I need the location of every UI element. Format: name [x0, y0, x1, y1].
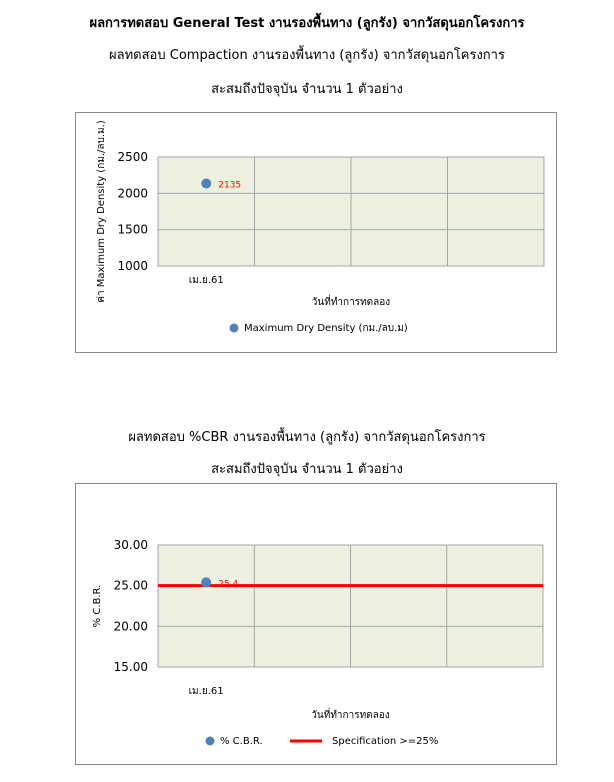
compaction-chart — [76, 113, 556, 352]
cbr-legend-marker — [206, 737, 215, 746]
cbr-y-axis-label: % C.B.R. — [92, 584, 103, 628]
cbr-data-label: 25.4 — [218, 579, 239, 590]
cbr-legend-label: % C.B.R. — [220, 736, 263, 747]
compaction-chart-title: ผลทดสอบ Compaction งานรองพื้นทาง (ลูกรัง) จากวัสดุนอกโครงการ — [109, 48, 505, 63]
compaction-x-ticks — [189, 275, 224, 286]
main-title: ผลการทดสอบ General Test งานรองพื้นทาง (ลูกรัง) จากวัสดุนอกโครงการ — [89, 16, 525, 31]
compaction-x-tick-label: เม.ย.61 — [188, 275, 224, 286]
compaction-y-tick-label: 1500 — [117, 222, 148, 237]
cbr-y-tick-label: 15.00 — [113, 660, 148, 674]
compaction-y-axis-label: ค่า Maximum Dry Density (กม./ลบ.ม.) — [96, 120, 107, 303]
cbr-x-tick-label: เม.ย.61 — [188, 686, 224, 697]
compaction-y-tick-label: 1000 — [117, 259, 148, 273]
cbr-chart-subtitle: สะสมถึงปัจจุบัน จำนวน 1 ตัวอย่าง — [211, 462, 403, 477]
cbr-chart-panel — [75, 483, 557, 765]
cbr-x-axis-label: วันที่ทำการทดลอง — [311, 710, 390, 721]
compaction-y-ticks — [117, 150, 148, 273]
compaction-chart-subtitle: สะสมถึงปัจจุบัน จำนวน 1 ตัวอย่าง — [211, 82, 403, 97]
compaction-legend-label: Maximum Dry Density (กม./ลบ.ม) — [244, 323, 408, 334]
cbr-legend-spec-label: Specification >=25% — [332, 736, 439, 747]
compaction-y-tick-label: 2500 — [117, 150, 148, 164]
compaction-chart-panel — [75, 112, 557, 353]
compaction-legend — [230, 323, 408, 334]
cbr-legend — [206, 736, 439, 747]
cbr-x-ticks — [189, 686, 224, 697]
cbr-data-point — [201, 577, 211, 587]
cbr-y-ticks — [114, 538, 148, 674]
cbr-y-tick-label: 20.00 — [113, 619, 148, 634]
compaction-legend-marker — [230, 324, 239, 333]
cbr-y-tick-label: 25.00 — [113, 578, 148, 593]
cbr-y-tick-label: 30.00 — [113, 538, 148, 552]
compaction-data-label: 2135 — [218, 180, 242, 191]
compaction-x-axis-label: วันที่ทำการทดลอง — [311, 297, 391, 308]
cbr-chart — [76, 484, 556, 764]
cbr-chart-title: ผลทดสอบ %CBR งานรองพื้นทาง (ลูกรัง) จากวัสดุนอกโครงการ — [128, 430, 486, 445]
compaction-data-point — [201, 179, 211, 189]
compaction-y-tick-label: 2000 — [117, 186, 148, 201]
